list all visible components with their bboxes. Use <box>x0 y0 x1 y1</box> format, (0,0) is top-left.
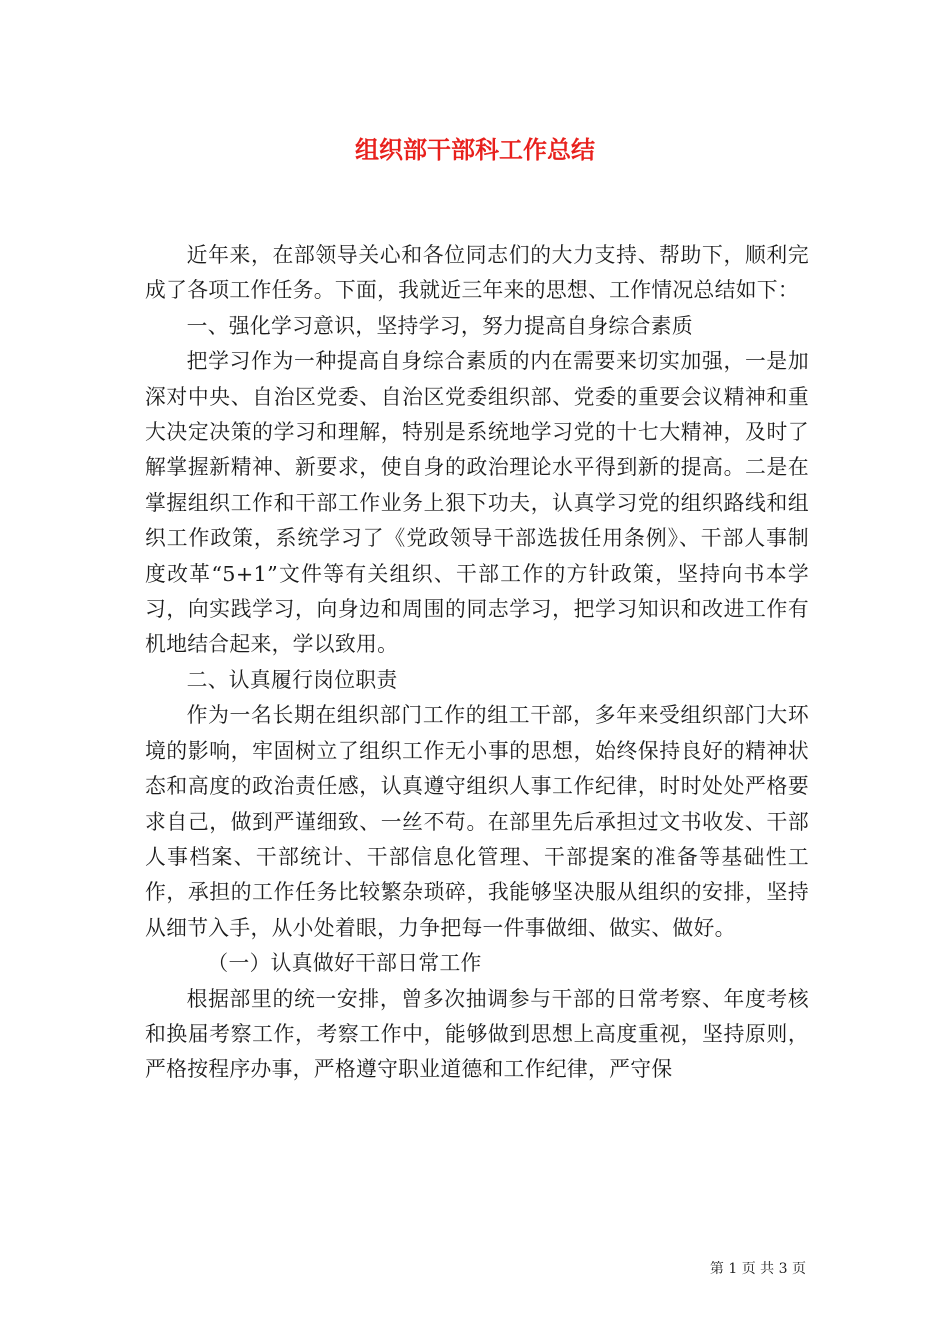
paragraph-daily-work: 根据部里的统一安排，曾多次抽调参与干部的日常考察、年度考核和换届考察工作，考察工作中，能够做到思想上高度重视，坚持原则，严格按程序办事，严格遵守职业道德和工作纪律，严守保 <box>145 986 809 1082</box>
page-number: 第 1 页 共 3 页 <box>709 1261 806 1277</box>
page-title: 组织部干部科工作总结 <box>355 135 595 164</box>
section-heading-1: 一、强化学习意识，坚持学习，努力提高自身综合素质 <box>186 313 693 338</box>
paragraph-study: 把学习作为一种提高自身综合素质的内在需要来切实加强，一是加深对中央、自治区党委、自治区党委组织部、党委的重要会议精神和重大决定决策的学习和理解，特别是系统地学习党的十七大精神，及时了解掌握新精神、新要求，使自身的政治理论水平得到新的提高。二是在掌握组织工作和干部工作业务上狠下功夫，认真学习党的组织路线和组织工作政策，系统学习了《党政领导干部选拔任用条例》、干部人事制度改革“5+1”文件等有关组织、干部工作的方针政策，坚持向书本学习，向实践学习，向身边和周围的同志学习，把学习知识和改进工作有机地结合起来，学以致用。 <box>145 349 809 657</box>
section-heading-2: 二、认真履行岗位职责 <box>186 667 398 692</box>
paragraph-intro: 近年来，在部领导关心和各位同志们的大力支持、帮助下，顺利完成了各项工作任务。下面，我就近三年来的思想、工作情况总结如下： <box>145 243 809 303</box>
document-body <box>145 238 809 1088</box>
subsection-heading-1: （一）认真做好干部日常工作 <box>207 951 482 976</box>
paragraph-duties: 作为一名长期在组织部门工作的组工干部，多年来受组织部门大环境的影响，牢固树立了组织工作无小事的思想，始终保持良好的精神状态和高度的政治责任感，认真遵守组织人事工作纪律，时时处处严格要求自己，做到严谨细致、一丝不苟。在部里先后承担过文书收发、干部人事档案、干部统计、干部信息化管理、干部提案的准备等基础性工作，承担的工作任务比较繁杂琐碎，我能够坚决服从组织的安排，坚持从细节入手，从小处着眼，力争把每一件事做细、做实、做好。 <box>145 703 809 940</box>
